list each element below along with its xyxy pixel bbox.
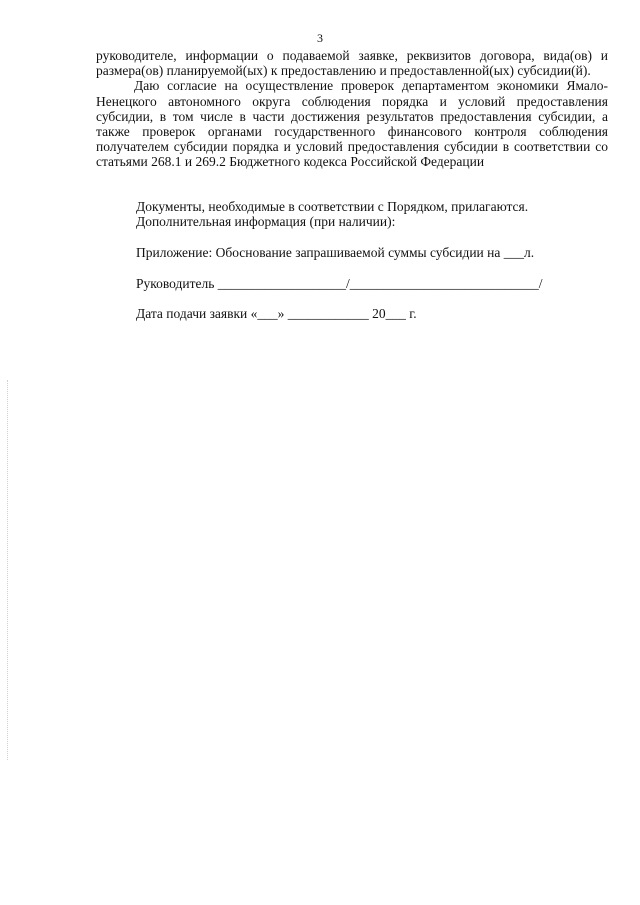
attachment-line: Приложение: Обоснование запрашиваемой суммы субсидии на ___л. — [136, 245, 535, 260]
submission-date-line: Дата подачи заявки «___» ____________ 20___ г. — [136, 306, 417, 321]
scan-edge-marks — [7, 380, 10, 760]
additional-info-line: Дополнительная информация (при наличии): — [136, 214, 396, 229]
document-body — [96, 48, 608, 170]
paragraph-consent-info: руководителе, информации о подаваемой заявке, реквизитов договора, вида(ов) и размера(ов) планируемой(ых) к предоставлению и предоставленной(ых) субсидии(й). — [96, 48, 608, 79]
documents-attached-line: Документы, необходимые в соответствии с Порядком, прилагаются. — [136, 199, 529, 214]
paragraph-audit-consent: Даю согласие на осуществление проверок департаментом экономики Ямало-Ненецкого автономного округа соблюдения порядка и условий предоставления субсидии, в том числе в части достижения результатов предоставления субсидии, а также проверок органами государственного финансового контроля соблюдения получателем субсидии порядка и условий предоставления субсидии в соответствии со статьями 268.1 и 269.2 Бюджетного кодекса Российской Федерации — [96, 78, 608, 170]
page-number: 3 — [317, 31, 323, 45]
signature-line: Руководитель ___________________/____________________________/ — [136, 276, 543, 291]
